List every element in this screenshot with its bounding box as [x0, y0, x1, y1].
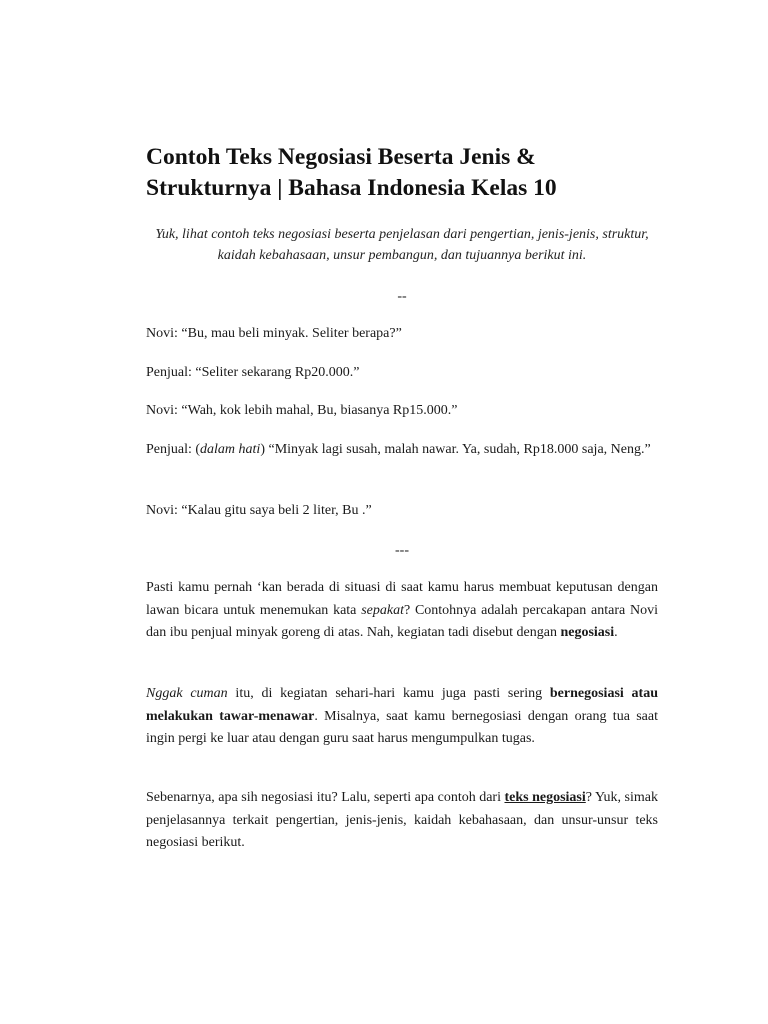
- dialogue-line: [146, 439, 658, 462]
- dialogue-aside: dalam hati: [200, 442, 261, 457]
- body-paragraph: [146, 683, 658, 751]
- dialogue-line: Novi: “Kalau gitu saya beli 2 liter, Bu .”: [146, 503, 372, 518]
- dialogue-line: Penjual: “Seliter sekarang Rp20.000.”: [146, 365, 360, 380]
- paragraph-text: .: [614, 625, 618, 640]
- intro-text: Yuk, lihat contoh teks negosiasi beserta penjelasan dari pengertian, jenis-jenis, struktur, kaidah kebahasaan, unsur pembangun, dan tujuannya berikut ini.: [155, 227, 649, 263]
- paragraph-text: Pasti kamu pernah ‘kan berada di situasi di saat kamu harus membuat keputusan dengan lawan bicara untuk menemukan kata: [146, 580, 658, 618]
- dialogue-speaker-prefix: Penjual: (: [146, 442, 201, 457]
- paragraph-text: ? Contohnya adalah percakapan antara Novi dan ibu penjual minyak goreng di atas. Nah, kegiatan tadi disebut dengan: [146, 602, 658, 640]
- paragraph-text: Sebenarnya, apa sih negosiasi itu? Lalu, seperti apa contoh dari: [146, 790, 505, 805]
- bold-term: bernegosiasi atau melakukan tawar-menawar: [146, 686, 658, 724]
- body-paragraph: [146, 577, 658, 645]
- paragraph-text: ? Yuk, simak penjelasannya terkait pengertian, jenis-jenis, kaidah kebahasaan, dan unsur-unsur teks negosiasi berikut.: [146, 790, 658, 850]
- separator-dash: --: [397, 289, 407, 304]
- dialogue-line: Novi: “Bu, mau beli minyak. Seliter berapa?”: [146, 326, 402, 341]
- emphasis-text: Nggak cuman: [146, 686, 228, 701]
- paragraph-text: . Misalnya, saat kamu bernegosiasi dengan orang tua saat ingin pergi ke luar atau dengan guru saat harus mengumpulkan tugas.: [146, 708, 658, 746]
- dialogue-speech: ) “Minyak lagi susah, malah nawar. Ya, sudah, Rp18.000 saja, Neng.”: [260, 442, 651, 457]
- page-title: Contoh Teks Negosiasi Beserta Jenis & Strukturnya | Bahasa Indonesia Kelas 10: [146, 144, 557, 201]
- body-paragraph: [146, 787, 658, 855]
- bold-term: negosiasi: [560, 625, 615, 640]
- paragraph-text: itu, di kegiatan sehari-hari kamu juga pasti sering: [227, 686, 550, 701]
- emphasis-text: sepakat: [361, 602, 404, 618]
- teks-negosiasi-link[interactable]: teks negosiasi: [504, 790, 586, 805]
- dialogue-line: Novi: “Wah, kok lebih mahal, Bu, biasanya Rp15.000.”: [146, 403, 458, 418]
- separator-dash: ---: [395, 543, 409, 558]
